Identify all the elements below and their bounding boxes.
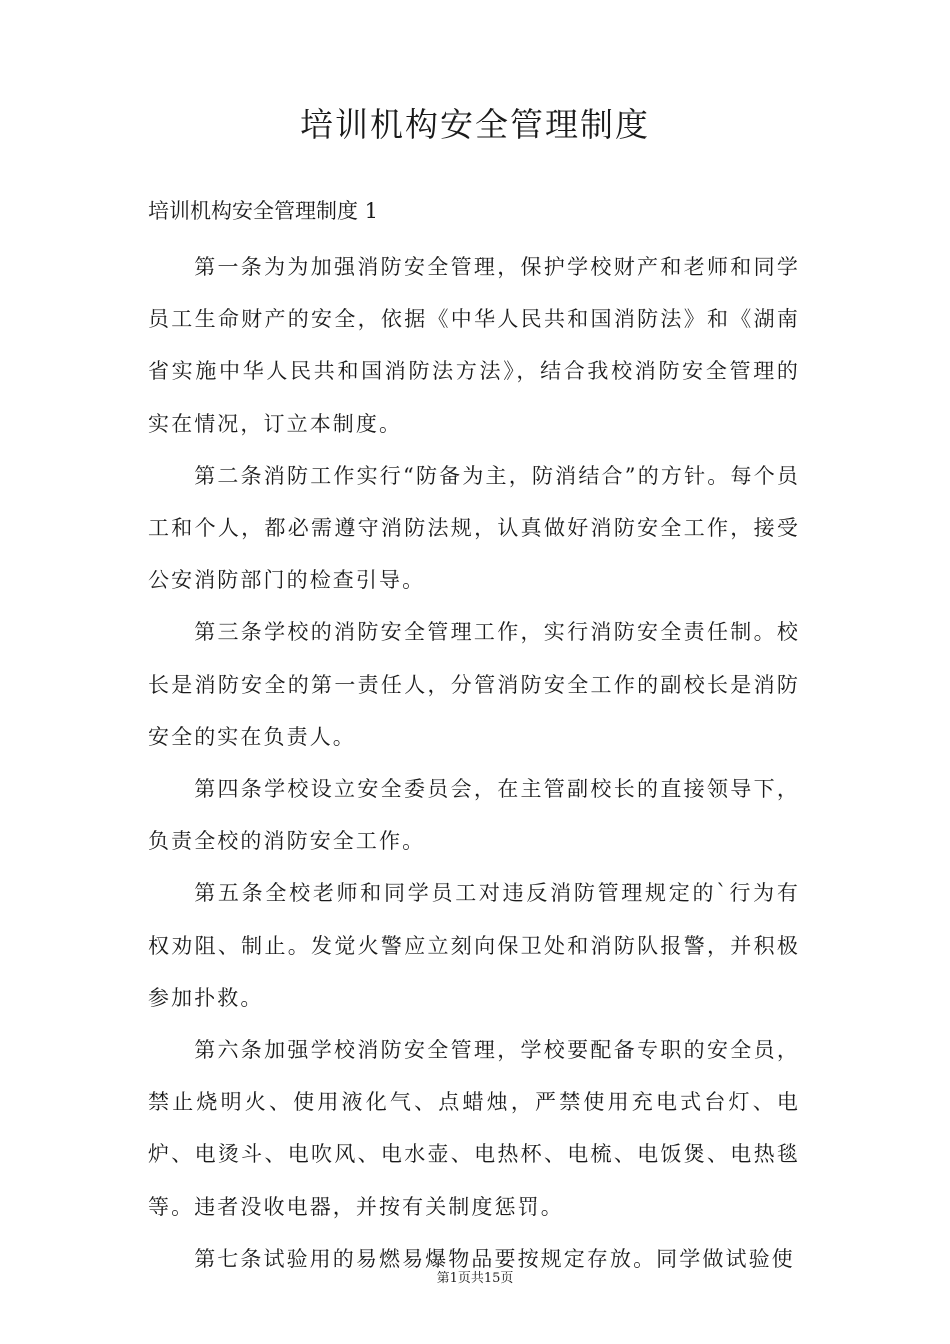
paragraph-article-3: 第三条学校的消防安全管理工作，实行消防安全责任制。校长是消防安全的第一责任人，分管消防安全工作的副校长是消防安全的实在负责人。 bbox=[148, 620, 800, 749]
paragraph-article-5: 第五条全校老师和同学员工对违反消防管理规定的`行为有权劝阻、制止。发觉火警应立刻向保卫处和消防队报警，并积极参加扑救。 bbox=[148, 881, 800, 1010]
paragraph-article-2: 第二条消防工作实行“防备为主，防消结合”的方针。每个员工和个人，都必需遵守消防法规，认真做好消防安全工作，接受公安消防部门的检查引导。 bbox=[148, 463, 800, 593]
paragraph-article-7: 第七条试验用的易燃易爆物品要按规定存放。同学做试验使 bbox=[194, 1246, 795, 1271]
document-body bbox=[148, 241, 800, 1285]
document-title: 培训机构安全管理制度 bbox=[300, 105, 650, 144]
section-heading: 培训机构安全管理制度 1 bbox=[148, 199, 379, 223]
paragraph-article-4: 第四条学校设立安全委员会，在主管副校长的直接领导下，负责全校的消防安全工作。 bbox=[148, 777, 800, 854]
page-number-footer: 第1页共15页 bbox=[436, 1271, 514, 1286]
paragraph-article-6: 第六条加强学校消防安全管理，学校要配备专职的安全员，禁止烧明火、使用液化气、点蜡烛，严禁使用充电式台灯、电炉、电烫斗、电吹风、电水壶、电热杯、电梳、电饭煲、电热毯等。违者没收电器，并按有关制度惩罚。 bbox=[148, 1038, 800, 1219]
paragraph-article-1: 第一条为为加强消防安全管理，保护学校财产和老师和同学员工生命财产的安全，依据《中华人民共和国消防法》和《湖南省实施中华人民共和国消防法方法》，结合我校消防安全管理的实在情况，订立本制度。 bbox=[148, 255, 800, 436]
